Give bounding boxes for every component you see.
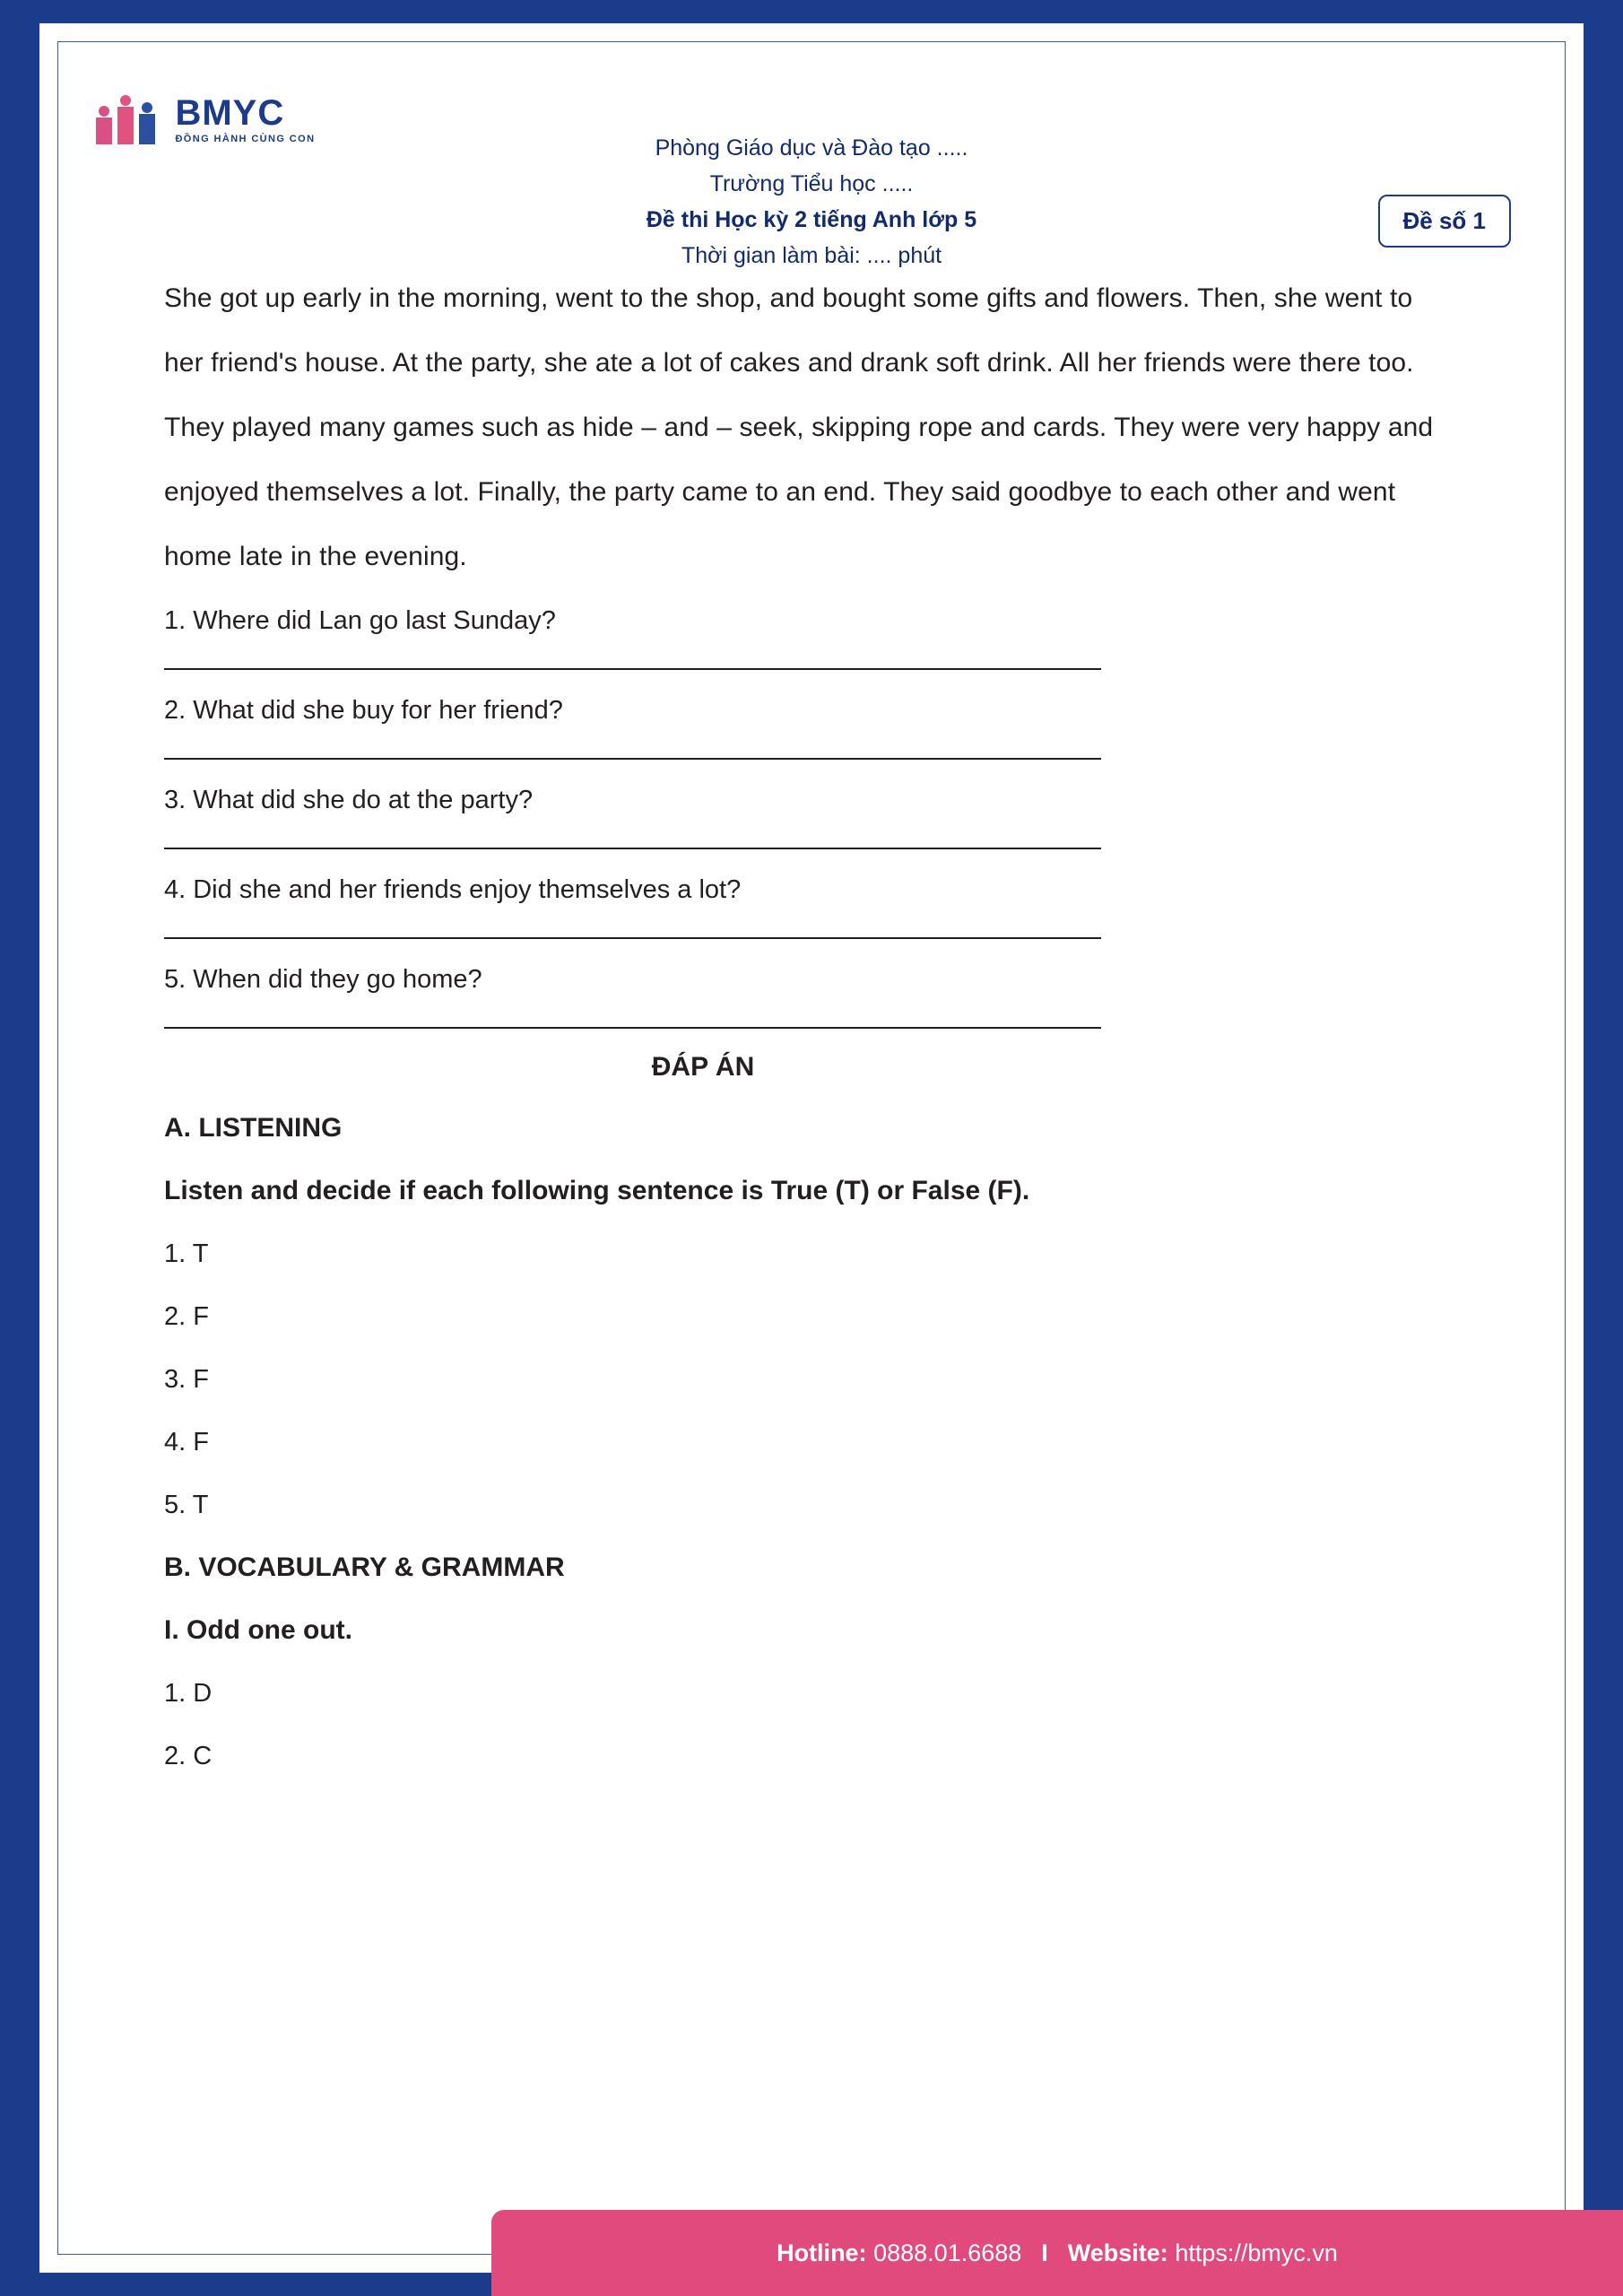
question-4: 4. Did she and her friends enjoy themselves a lot?: [164, 875, 742, 904]
question-2: 2. What did she buy for her friend?: [164, 696, 563, 725]
school-line: Trường Tiểu học .....: [709, 171, 914, 196]
logo-wordmark: BMYC: [175, 93, 285, 133]
hotline-label: Hotline:: [777, 2239, 867, 2266]
footer-separator: I: [1041, 2239, 1048, 2266]
answer-item: 5. T: [164, 1491, 209, 1519]
instruction-odd-one-out: I. Odd one out.: [164, 1615, 352, 1645]
reading-passage: She got up early in the morning, went to the shop, and bought some gifts and flowers. Then, she went to her friend's house. At the party, she ate a lot of cakes and drank soft drink. All her friends were there too. They played many games such as hide – and – seek, skipping rope and cards. They were very happy and enjoyed themselves a lot. Finally, the party came to an end. They said goodbye to each other and went home late in the evening.: [164, 283, 1434, 571]
document-header: [58, 42, 1565, 266]
exam-name-line: Đề thi Học kỳ 2 tiếng Anh lớp 5: [646, 207, 977, 232]
department-line: Phòng Giáo dục và Đào tạo .....: [655, 135, 968, 161]
page-inner-border: [36, 20, 1587, 2276]
question-3: 3. What did she do at the party?: [164, 786, 534, 814]
answer-line-4[interactable]: [164, 937, 1101, 939]
document-body: [58, 266, 1565, 1787]
question-1: 1. Where did Lan go last Sunday?: [164, 606, 556, 635]
section-heading-listening: A. LISTENING: [164, 1113, 343, 1143]
hotline-value[interactable]: 0888.01.6688: [873, 2239, 1022, 2266]
answer-line-1[interactable]: [164, 668, 1101, 670]
instruction-listening: Listen and decide if each following sentence is True (T) or False (F).: [164, 1176, 1030, 1205]
duration-line: Thời gian làm bài: .... phút: [681, 243, 942, 268]
document-sheet: [57, 41, 1566, 2255]
exam-number-badge: Đề số 1: [1378, 195, 1512, 248]
answer-item: 2. C: [164, 1742, 213, 1770]
section-heading-vocabulary-grammar: B. VOCABULARY & GRAMMAR: [164, 1552, 565, 1582]
answer-item: 4. F: [164, 1428, 209, 1457]
footer-contact-ribbon: [491, 2210, 1623, 2296]
website-label: Website:: [1067, 2239, 1168, 2266]
question-5: 5. When did they go home?: [164, 965, 482, 994]
exam-title-block: [327, 130, 1296, 274]
answer-line-2[interactable]: [164, 758, 1101, 760]
bmyc-logo: [96, 94, 320, 166]
answer-item: 1. D: [164, 1679, 213, 1708]
answer-item: 1. T: [164, 1239, 209, 1268]
answer-line-3[interactable]: [164, 848, 1101, 849]
website-value[interactable]: https://bmyc.vn: [1175, 2239, 1338, 2266]
answer-item: 3. F: [164, 1365, 209, 1394]
answer-line-5[interactable]: [164, 1027, 1101, 1029]
answer-item: 2. F: [164, 1302, 209, 1331]
logo-people-icon: [96, 94, 162, 144]
answer-key-title: ĐÁP ÁN: [651, 1052, 755, 1082]
logo-tagline: ĐỒNG HÀNH CÙNG CON: [175, 134, 316, 144]
